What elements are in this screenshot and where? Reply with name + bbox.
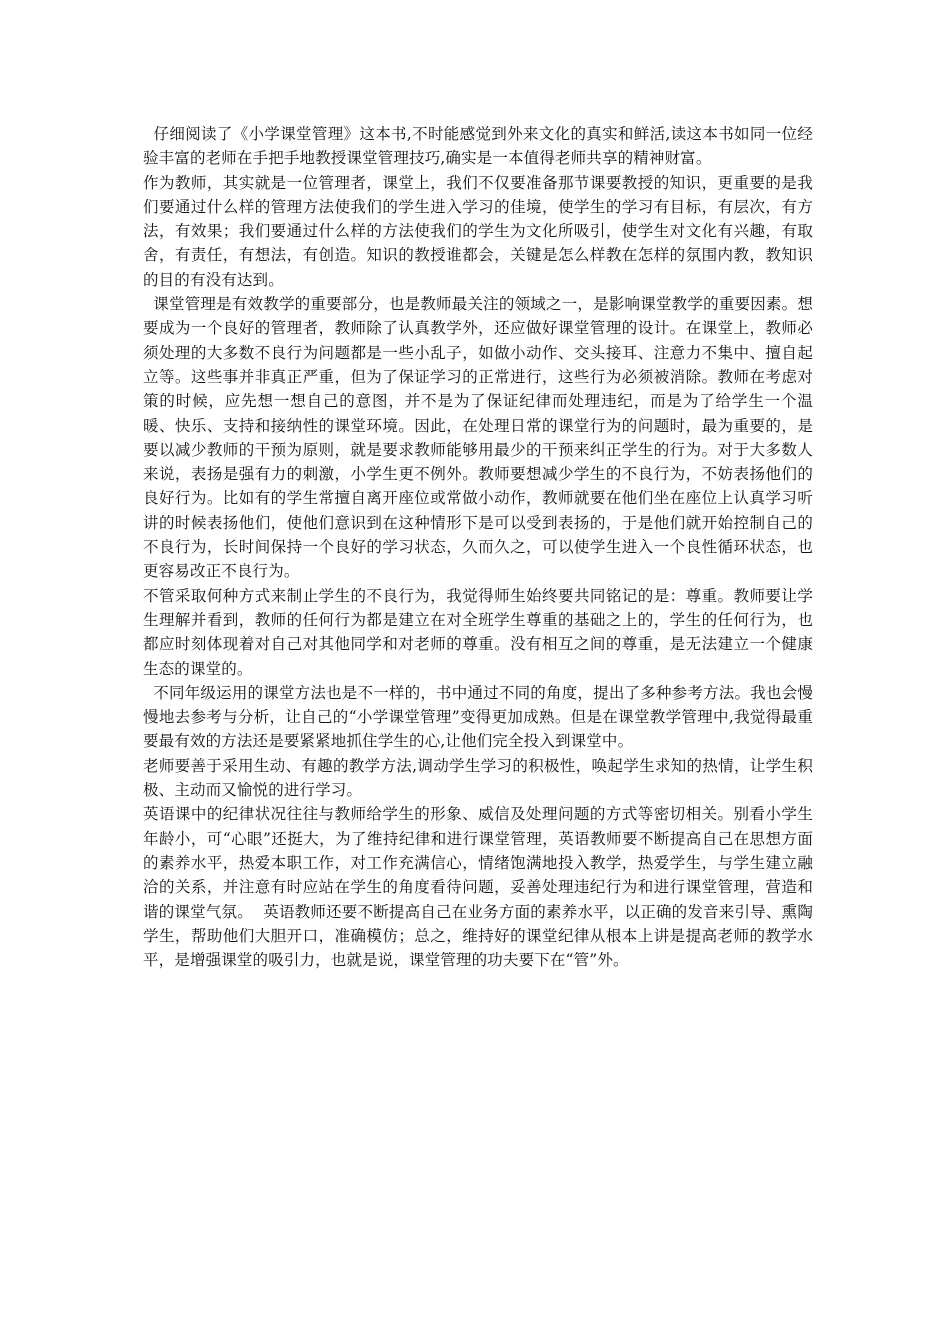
document-body (143, 122, 813, 972)
paragraph-1: 仔细阅读了《小学课堂管理》这本书,不时能感觉到外来文化的真实和鲜活,读这本书如同一位经验丰富的老师在手把手地教授课堂管理技巧,确实是一本值得老师共享的精神财富。 (143, 125, 814, 168)
paragraph-5: 不同年级运用的课堂方法也是不一样的，书中通过不同的角度，提出了多种参考方法。我也会慢慢地去参考与分析，让自己的“小学课堂管理”变得更加成熟。但是在课堂教学管理中,我觉得最重要最有效的方法还是要紧紧地抓住学生的心,让他们完全投入到课堂中。 (143, 683, 813, 751)
paragraph-7: 英语课中的纪律状况往往与教师给学生的形象、威信及处理问题的方式等密切相关。别看小学生年龄小，可“心眼”还挺大，为了维持纪律和进行课堂管理，英语教师要不断提高自己在思想方面的素养水平，热爱本职工作，对工作充满信心，情绪饱满地投入教学，热爱学生，与学生建立融洽的关系，并注意有时应站在学生的角度看待问题，妥善处理违纪行为和进行课堂管理，营造和谐的课堂气氛。 英语教师还要不断提高自己在业务方面的素养水平，以正确的发音来引导、熏陶学生，帮助他们大胆开口，准确模仿；总之，维持好的课堂纪律从根本上讲是提高老师的教学水平，是增强课堂的吸引力，也就是说，课堂管理的功夫要下在“管”外。 (143, 805, 813, 970)
paragraph-6: 老师要善于采用生动、有趣的教学方法,调动学生学习的积极性，唤起学生求知的热情，让学生积极、主动而又愉悦的进行学习。 (143, 756, 813, 800)
paragraph-4: 不管采取何种方式来制止学生的不良行为，我觉得师生始终要共同铭记的是：尊重。教师要让学生理解并看到，教师的任何行为都是建立在对全班学生尊重的基础之上的，学生的任何行为，也都应时刻体现着对自己对其他同学和对老师的尊重。没有相互之间的尊重，是无法建立一个健康生态的课堂的。 (143, 586, 813, 678)
paragraph-2: 作为教师，其实就是一位管理者，课堂上，我们不仅要准备那节课要教授的知识，更重要的是我们要通过什么样的管理方法使我们的学生进入学习的佳境，使学生的学习有目标，有层次，有方法，有效果；我们要通过什么样的方法使我们的学生为文化所吸引，使学生对文化有兴趣，有取舍，有责任，有想法，有创造。知识的教授谁都会，关键是怎么样教在怎样的氛围内教，教知识的目的有没有达到。 (143, 173, 813, 289)
paragraph-3: 课堂管理是有效教学的重要部分，也是教师最关注的领域之一，是影响课堂教学的重要因素。想要成为一个良好的管理者，教师除了认真教学外，还应做好课堂管理的设计。在课堂上，教师必须处理的大多数不良行为问题都是一些小乱子，如做小动作、交头接耳、注意力不集中、擅自起立等。这些事并非真正严重，但为了保证学习的正常进行，这些行为必须被消除。教师在考虑对策的时候，应先想一想自己的意图，并不是为了保证纪律而处理违纪，而是为了给学生一个温暖、快乐、支持和接纳性的课堂环境。因此，在处理日常的课堂行为的问题时，最为重要的，是要以减少教师的干预为原则，就是要求教师能够用最少的干预来纠正学生的行为。对于大多数人来说，表扬是强有力的刺激，小学生更不例外。教师要想减少学生的不良行为，不妨表扬他们的良好行为。比如有的学生常擅自离开座位或常做小动作，教师就要在他们坐在座位上认真学习听讲的时候表扬他们，使他们意识到在这种情形下是可以受到表扬的，于是他们就开始控制自己的不良行为，长时间保持一个良好的学习状态，久而久之，可以使学生进入一个良性循环状态，也更容易改正不良行为。 (143, 295, 813, 581)
